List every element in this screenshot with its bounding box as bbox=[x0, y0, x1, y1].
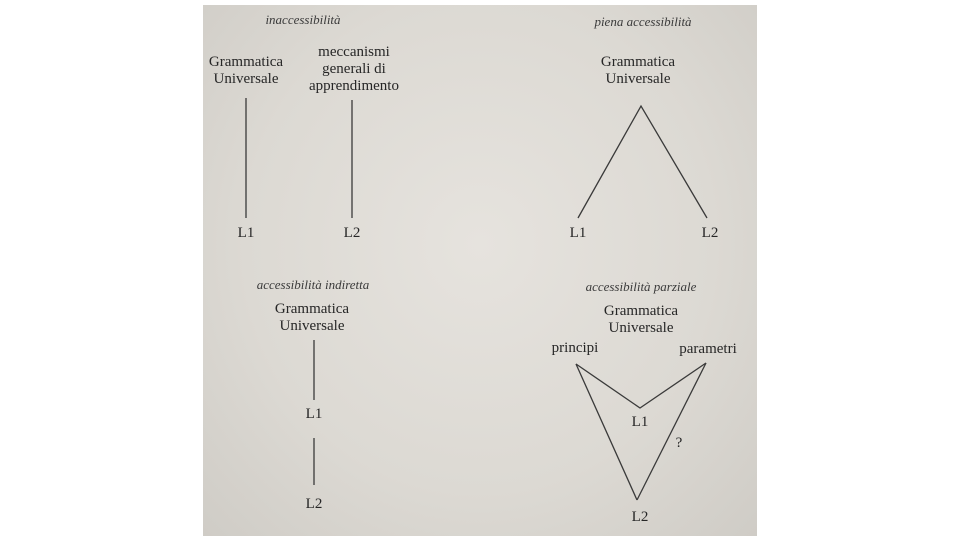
node-l1: L1 bbox=[237, 225, 255, 241]
node-l1: L1 bbox=[569, 225, 587, 241]
panel-title-accessibilita-parziale: accessibilità parziale bbox=[585, 279, 697, 294]
panel-title-piena-accessibilita: piena accessibilità bbox=[594, 14, 692, 29]
panel-title-accessibilita-indiretta: accessibilità indiretta bbox=[256, 277, 370, 292]
line-parametri-l2 bbox=[637, 363, 706, 500]
node-grammatica-universale: Grammatica Universale bbox=[208, 54, 284, 87]
node-parametri: parametri bbox=[679, 341, 737, 357]
node-grammatica-universale: Grammatica Universale bbox=[274, 301, 350, 334]
question-mark: ? bbox=[675, 435, 683, 451]
node-l1: L1 bbox=[631, 414, 649, 430]
panel-title-inaccessibilita: inaccessibilità bbox=[265, 12, 341, 27]
node-grammatica-universale: Grammatica Universale bbox=[600, 54, 676, 87]
node-meccanismi-generali: meccanismi generali di apprendimento bbox=[309, 44, 399, 94]
node-l2: L2 bbox=[701, 225, 719, 241]
node-principi: principi bbox=[551, 340, 599, 356]
node-l1: L1 bbox=[305, 406, 323, 422]
node-grammatica-universale: Grammatica Universale bbox=[603, 303, 679, 336]
line-gu-l1-l2 bbox=[578, 106, 707, 218]
node-l2: L2 bbox=[631, 509, 649, 525]
node-l2: L2 bbox=[343, 225, 361, 241]
node-l2: L2 bbox=[305, 496, 323, 512]
